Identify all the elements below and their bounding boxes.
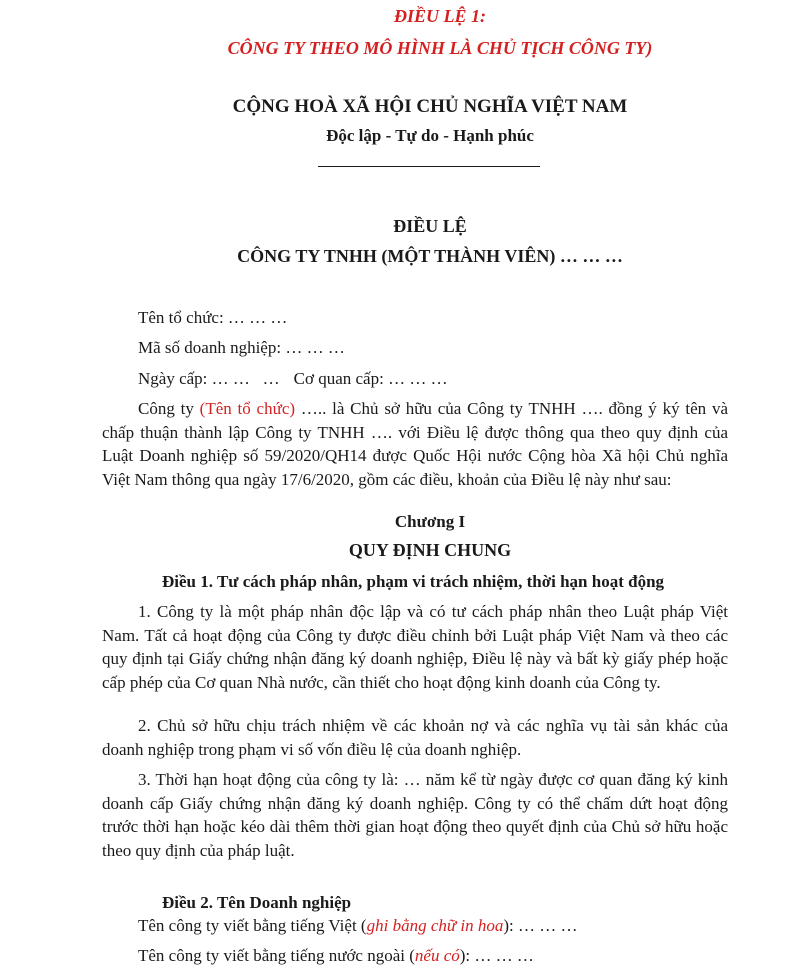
business-code-field: Mã số doanh nghiệp: … … … — [138, 338, 345, 357]
article-1-clause-3: 3. Thời hạn hoạt động của công ty là: … năm kể từ ngày được cơ quan đăng ký kinh doanh cấp Giấy chứng nhận đăng ký doanh nghiệp. Công ty có thể chấm dứt hoạt động trước thời hạn hoặc kéo dài thêm thời gian hoạt động theo quyết định của Chủ sở hữu hoặc theo quy định của pháp luật. — [102, 770, 728, 860]
template-label: ĐIỀU LỆ 1: — [393, 6, 486, 26]
issue-date-field: Ngày cấp: … … … — [138, 369, 280, 388]
chapter-label: Chương I — [394, 512, 466, 531]
nation-heading: CỘNG HOÀ XÃ HỘI CHỦ NGHĨA VIỆT NAM — [232, 96, 628, 117]
document-title: ĐIỀU LỆ — [393, 216, 467, 236]
org-name-field: Tên tổ chức: … … … — [138, 308, 288, 327]
intro-highlight: (Tên tổ chức) — [199, 399, 296, 418]
template-subtitle: CÔNG TY THEO MÔ HÌNH LÀ CHỦ TỊCH CÔNG TY) — [227, 38, 653, 58]
chapter-name: QUY ĐỊNH CHUNG — [348, 540, 512, 560]
intro-paragraph — [102, 397, 728, 491]
vietnamese-name-line — [138, 916, 578, 936]
vietnamese-name-note: ghi bằng chữ in hoa — [366, 916, 504, 935]
article-1-clause-2: 2. Chủ sở hữu chịu trách nhiệm về các khoản nợ và các nghĩa vụ tài sản khác của doanh nghiệp trong phạm vi số vốn điều lệ của doanh nghiệp. — [102, 716, 728, 759]
foreign-name-line — [138, 946, 534, 966]
heading-divider — [318, 166, 540, 167]
company-title: CÔNG TY TNHH (MỘT THÀNH VIÊN) … … … — [237, 246, 623, 266]
vietnamese-name-prefix: Tên công ty viết bằng tiếng Việt ( — [138, 916, 367, 935]
article-1-clause-1: 1. Công ty là một pháp nhân độc lập và có tư cách pháp nhân theo Luật pháp Việt Nam. Tất cả hoạt động của Công ty được điều chỉnh bởi Luật pháp Việt Nam và theo các quy định tại Giấy chứng nhận đăng ký doanh nghiệp, Điều lệ này và bất kỳ giấy phép hoặc cấp phép của Cơ quan Nhà nước, cần thiết cho hoạt động kinh doanh của Công ty. — [102, 602, 728, 692]
article-1-title: Điều 1. Tư cách pháp nhân, phạm vi trách nhiệm, thời hạn hoạt động — [162, 572, 665, 591]
issue-info-row — [138, 369, 448, 389]
motto-heading: Độc lập - Tự do - Hạnh phúc — [326, 126, 534, 145]
vietnamese-name-suffix: ): … … … — [503, 916, 578, 935]
foreign-name-note: nếu có — [414, 946, 460, 965]
article-2-title: Điều 2. Tên Doanh nghiệp — [162, 893, 352, 912]
foreign-name-suffix: ): … … … — [459, 946, 534, 965]
intro-body: ….. là Chủ sở hữu của Công ty TNHH …. đồng ý ký tên và chấp thuận thành lập Công ty TNHH …. với Điều lệ được thông qua theo quy định của Luật Doanh nghiệp số 59/2020/QH14 được Quốc Hội nước Cộng hòa Xã hội Chủ nghĩa Việt Nam thông qua ngày 17/6/2020, gồm các điều, khoản của Điều lệ này như sau: — [102, 399, 728, 489]
intro-prefix: Công ty — [138, 399, 200, 418]
foreign-name-prefix: Tên công ty viết bằng tiếng nước ngoài ( — [138, 946, 415, 965]
issuing-agency-field: Cơ quan cấp: … … … — [293, 369, 448, 388]
